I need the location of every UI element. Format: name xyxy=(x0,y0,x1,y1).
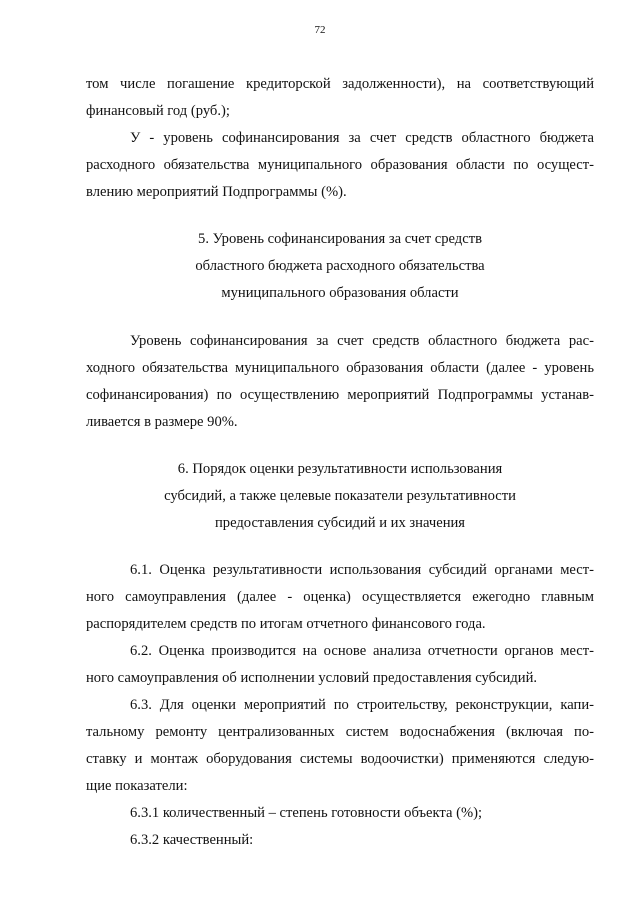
text-line: 6.3.2 качественный: xyxy=(130,832,254,848)
section-5-paragraph xyxy=(86,328,594,436)
text-line: расходного обязательства муниципального образования области по осущест- xyxy=(86,157,594,173)
section-5-heading xyxy=(86,226,594,307)
heading-line: предоставления субсидий и их значения xyxy=(214,515,466,531)
paragraph-6-2 xyxy=(86,638,594,692)
text-line: У - уровень софинансирования за счет средств областного бюджета xyxy=(130,130,594,146)
text-line: ходного обязательства муниципального образования области (далее - уровень xyxy=(86,360,594,376)
text-line: щие показатели: xyxy=(86,778,188,794)
text-line: финансовый год (руб.); xyxy=(86,103,230,119)
heading-line: областного бюджета расходного обязательства xyxy=(195,258,485,274)
text-line: влению мероприятий Подпрограммы (%). xyxy=(86,184,347,200)
text-line: 6.3. Для оценки мероприятий по строительству, реконструкции, капи- xyxy=(130,697,594,713)
heading-line: 6. Порядок оценки результативности использования xyxy=(177,461,503,477)
text-line: тальному ремонту централизованных систем водоснабжения (включая по- xyxy=(86,724,594,740)
paragraph-6-3-1 xyxy=(86,800,594,827)
intro-paragraph-2 xyxy=(86,125,594,206)
heading-line: субсидий, а также целевые показатели результативности xyxy=(164,488,516,504)
text-line: ного самоуправления (далее - оценка) осуществляется ежегодно главным xyxy=(86,589,594,605)
heading-line: муниципального образования области xyxy=(221,285,459,301)
heading-line: 5. Уровень софинансирования за счет средств xyxy=(198,231,482,247)
text-line: Уровень софинансирования за счет средств областного бюджета рас- xyxy=(130,333,594,349)
paragraph-6-1 xyxy=(86,557,594,638)
document-body xyxy=(86,71,594,854)
text-line: том числе погашение кредиторской задолженности), на соответствующий xyxy=(86,76,594,92)
text-line: ного самоуправления об исполнении условий предоставления субсидий. xyxy=(86,670,538,686)
paragraph-6-3 xyxy=(86,692,594,800)
text-line: 6.3.1 количественный – степень готовности объекта (%); xyxy=(130,805,483,821)
text-line: ливается в размере 90%. xyxy=(86,414,238,430)
section-6-heading xyxy=(86,456,594,537)
text-line: 6.2. Оценка производится на основе анализа отчетности органов мест- xyxy=(130,643,594,659)
paragraph-6-3-2 xyxy=(86,827,594,854)
text-line: распорядителем средств по итогам отчетного финансового года. xyxy=(86,616,486,632)
text-line: ставку и монтаж оборудования системы водоочистки) применяются следую- xyxy=(86,751,594,767)
text-line: софинансирования) по осуществлению мероприятий Подпрограммы устанав- xyxy=(86,387,594,403)
intro-paragraph-1 xyxy=(86,71,594,125)
text-line: 6.1. Оценка результативности использования субсидий органами мест- xyxy=(130,562,594,578)
page-number: 72 xyxy=(314,24,326,36)
